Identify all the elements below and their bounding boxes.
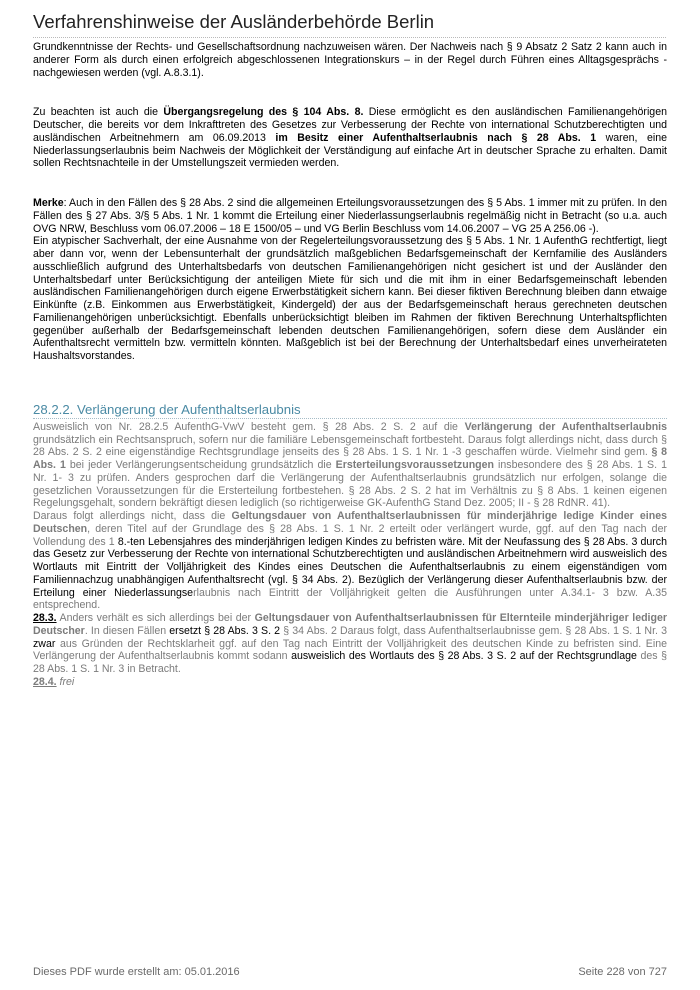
text-run: Ein atypischer Sachverhalt, der eine Ausnahme von der Regelerteilungsvoraussetzung des § 5 Abs. 1 Nr. 1 AufenthG rechtfertigt, liegt aber dann vor, wenn der Lebensunterhalt der grundsätzlich maßgeblichen Bedarfsgemeinschaft der Kernfamilie des Ausländers ausschließlich aufgrund des Unterhaltsbedarfs von deutschen Familienangehörigen nicht gesichert ist und der Ausländer den Unterhaltsbedarf unter Berücksichtigung der anteiligen Miete für sich und die mit ihm in einer Bedarfsgemeinschaft lebenden ausländischen Familienangehörigen durch eigene Erwerbstätigkeit sichern kann. Bei dieser fiktiven Berechnung bleiben dann etwaige Einkünfte (z.B. Einkommen aus Erwerbstätigkeit, Kindergeld) der aus der Bedarfsgemeinschaft heraus gerechneten deutschen Familienangehörigen unberücksichtigt. Ebenfalls unberücksichtigt bleiben im Rahmen der fiktiven Berechnung Unterhaltspflichten gegenüber außerhalb der Bedarfsgemeinschaft lebenden deutschen Familienangehörigen, sofern diese dem Ausländer ein Aufenthaltsrecht vermitteln bzw. vermitteln könnten. Maßgeblich ist bei der Berechnung der Unterhaltsbedarf eines unverheirateten Haushaltsvorstandes. (33, 235, 667, 362)
bold-run: Geltungsdauer von Aufenthaltserlaubnissen für Elternteile minderjähriger lediger Deutscher (33, 612, 667, 637)
text-run: waren, eine Niederlassungserlaubnis beim Nachweis der Möglichkeit der Verständigung auf einfache Art in deutscher Sprache zu erhalten. Damit sollen Rechtsnachteile in der Umstellungszeit vermieden werden. (33, 131, 667, 170)
bold-run: im Besitz einer Aufenthaltserlaubnis nach § 28 Abs. 1 (275, 131, 597, 144)
text-run: Ausweislich von Nr. 28.2.5 AufenthG-VwV besteht gem. § 28 Abs. 2 S. 2 auf die (33, 420, 465, 433)
text-run: Daraus folgt allerdings nicht, dass die (33, 510, 232, 522)
section-paragraph-1 (33, 421, 667, 510)
intro-paragraph (33, 41, 667, 79)
intro-text: Grundkenntnisse der Rechts- und Gesellschaftsordnung nachzuweisen wären. Der Nachweis nach § 9 Absatz 2 Satz 2 kann auch in anderer Form als durch einen erfolgreich abgeschlossenen Integrationskurs – in der Regel durch Führen eines Alltagsgesprächs - nachgewiesen werden (vgl. A.8.3.1). (33, 41, 667, 79)
text-run: aus Gründen der Rechtsklarheit ggf. auf den Tag nach Eintritt der Volljährigkeit des deutschen Kinde zu befristen sind. Eine Verlängerung der Aufenthaltserlaubnis kommt sodann (33, 637, 667, 663)
text-run: des § 28 Abs. 1 S. 1 Nr. 3 in Betracht. (33, 650, 667, 675)
text-run-black: zwar (33, 637, 56, 650)
merke-paragraph-2 (33, 235, 667, 363)
section-paragraph-3 (33, 612, 667, 676)
section-heading: 28.2.2. Verlängerung der Aufenthaltserlaubnis (33, 401, 301, 417)
text-run: § 34 Abs. 2 Daraus folgt, dass Aufenthaltserlaubnisse gem. § 28 Abs. 1 S. 1 Nr. 3 (280, 624, 667, 637)
header-divider (33, 37, 666, 38)
text-run: , deren Titel auf der Grundlage des § 28 Abs. 1 S. 1 Nr. 2 erteilt oder verlängert wurde, ggf. auf den Tag nach der Vollendung des 1 (33, 522, 667, 548)
bold-run: Ersterteilungsvoraussetzungen (335, 459, 494, 471)
section-number-link[interactable]: 28.3. (33, 612, 57, 624)
italic-run: frei (56, 675, 75, 688)
section-paragraph-2 (33, 510, 667, 612)
section-paragraph-4 (33, 676, 667, 689)
page-header (33, 10, 666, 38)
merke-paragraph (33, 197, 667, 235)
footer-page-number: Seite 228 von 727 (578, 966, 667, 978)
text-run: Anders verhält es sich allerdings bei der (56, 612, 255, 624)
merke-label: Merke (33, 197, 64, 209)
text-run: Diese ermöglicht es den ausländischen Familienangehörigen Deutscher, die bereits vor dem Inkrafttreten des Gesetzes zur Verbesserung der Rechte von international Schutzberechtigten und ausländischen Arbeitnehmern am 06.09.2013 (33, 106, 667, 144)
transition-paragraph (33, 106, 667, 170)
bold-run: Geltungsdauer von Aufenthaltserlaubnissen für minderjährige ledige Kinder eines Deutschen (33, 510, 667, 535)
bold-run: Verlängerung der Aufenthaltserlaubnis (464, 420, 668, 433)
text-run: rlaubnis nach Eintritt der Volljährigkeit gelten die Ausführungen unter A.34.1- 3 bzw. A.35 entsprechend. (33, 586, 667, 612)
section-divider (33, 418, 667, 419)
text-run: . In diesen Fällen (84, 624, 170, 637)
text-run-black: 8.-ten Lebensjahres des minderjährigen ledigen Kindes zu befristen wäre. Mit der Neufassung des § 28 Abs. 3 durch das Gesetz zur Verbesserung der Rechte von international Schutzberechtigten und ausländischen Arbeitnehmern wird ausweislich des Wortlauts mit Eintritt der Volljährigkeit des Kindes eines Deutschen die Aufenthaltserlaubnis zu einem eigenständigen vom Familiennachzug unabhängigen Aufenthaltsrecht (vgl. § 34 Abs. 2). Bezüglich der Verlängerung dieser Aufenthaltserlaubnis bzw. der Erteilung einer Niederlassungse (33, 535, 667, 599)
text-run-black: ersetzt § 28 Abs. 3 S. 2 (169, 624, 281, 637)
section-number-link[interactable]: 28.4. (33, 675, 57, 688)
bold-run: Übergangsregelung des § 104 Abs. 8. (163, 106, 364, 119)
document-title: Verfahrenshinweise der Ausländerbehörde Berlin (33, 11, 435, 32)
bold-run: § 8 Abs. 1 (33, 446, 667, 471)
text-run: Zu beachten ist auch die (33, 106, 164, 119)
text-run: grundsätzlich ein Rechtsanspruch, sofern nur die familiäre Lebensgemeinschaft fortbesteht. Daraus folgt allerdings nicht, dass durch § 28 Abs. 2 S. 2 eine eigenständige Rechtsgrundlage jenseits des § 28 Abs. 1 S. 1 Nr. 1 -3 geschaffen würde. Vielmehr sind gem. (33, 433, 667, 459)
text-run-black: ausweislich des Wortlauts des § 28 Abs. 3 S. 2 auf der Rechtsgrundlage (291, 650, 637, 663)
footer-created: Dieses PDF wurde erstellt am: 05.01.2016 (33, 966, 240, 978)
text-run: : Auch in den Fällen des § 28 Abs. 2 sind die allgemeinen Erteilungsvoraussetzungen des § 5 Abs. 1 immer mit zu prüfen. In den Fällen des § 27 Abs. 3/§ 5 Abs. 1 Nr. 1 kommt die Erteilung einer Niederlassungserlaubnis regelmäßig nicht in Betracht (so u.a. auch OVG NRW, Beschluss vom 06.07.2006 – 18 E 1500/05 – und VG Berlin Beschluss vom 14.06.2007 – VG 25 A 256.06 -). (33, 197, 667, 235)
text-run: insbesondere des § 28 Abs. 1 S. 1 Nr. 1- 3 zu prüfen. Anders gesprochen darf die Verlängerung der Aufenthaltserlaubnis grundsätzlich nur erfolgen, solange die gesetzlichen Voraussetzungen für die Ersterteilung fortbestehen. § 28 Abs. 2 S. 2 hat im Verhältnis zu § 8 Abs. 1 keinen eigenen Regelungsgehalt, sondern bekräftigt diesen lediglich (so richtigerweise GK-AufenthG Stand Dez. 2005; II - § 28 RdNR. 41). (33, 459, 667, 510)
document-body (33, 41, 667, 689)
text-run: bei jeder Verlängerungsentscheidung grundsätzlich die (65, 459, 336, 471)
